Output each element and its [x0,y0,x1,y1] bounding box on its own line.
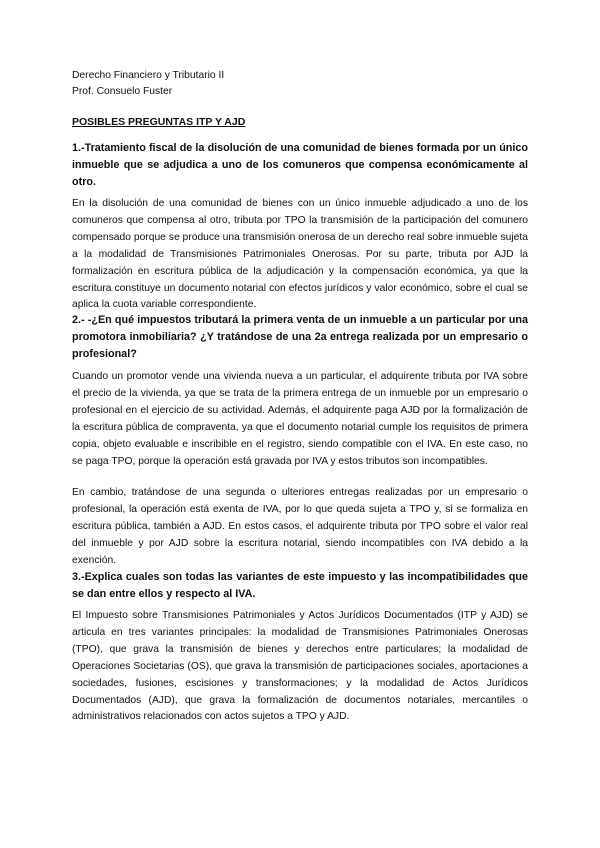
answer-2-paragraph-1: Cuando un promotor vende una vivienda nueva a un particular, el adquirente tributa por IVA sobre el precio de la vivienda, ya que se trata de la primera entrega de un inmueble por un empresario o profesional en el ejercicio de su actividad. Además, el adquirente paga AJD por la formalización de la escritura pública de compraventa, ya que el documento notarial cumple los requisitos de primera copia, objeto evaluable e inscribible en el registro, siendo compatible con el IVA. En este caso, no se paga TPO, porque la operación está gravada por IVA y estos tributos son incompatibles. [72,371,528,467]
answer-1-paragraph-1: En la disolución de una comunidad de bienes con un único inmueble adjudicado a uno de los comuneros que compensa al otro, tributa por TPO la transmisión de la participación del comunero compensado porque se produce una transmisión onerosa de un derecho real sobre inmueble sujeta a la modalidad de Transmisiones Patrimoniales Onerosas. Por su parte, tributa por AJD la formalización en escritura pública de la adjudicación y la compensación económica, ya que la escritura constituye un documento notarial con efectos jurídicos y valor económico, sobre el cual se aplica la cuota variable correspondiente. [72,198,528,311]
question-3: 3.-Explica cuales son todas las variantes de este impuesto y las incompatibilidades que se dan entre ellos y respecto al IVA. [72,571,528,600]
question-2: 2.- -¿En qué impuestos tributará la primera venta de un inmueble a un particular por una promotora inmobiliaria? ¿Y tratándose de una 2a entrega realizada por un empresario o profesional? [72,314,528,360]
document-title: POSIBLES PREGUNTAS ITP Y AJD [72,116,246,128]
question-1: 1.-Tratamiento fiscal de la disolución de una comunidad de bienes formada por un único inmueble que se adjudica a uno de los comuneros que compensa económicamente al otro. [72,142,528,188]
course-name: Derecho Financiero y Tributario II [72,70,225,81]
professor-name: Prof. Consuelo Fuster [72,86,173,97]
answer-3-paragraph-1: El Impuesto sobre Transmisiones Patrimoniales y Actos Jurídicos Documentados (ITP y AJD) se articula en tres variantes principales: la modalidad de Transmisiones Patrimoniales Onerosas (TPO), que grava la transmisión de bienes y derechos entre particulares; la modalidad de Operaciones Societarias (OS), que grava la transmisión de participaciones sociales, aportaciones a sociedades, fusiones, escisiones y transformaciones; y la modalidad de Actos Jurídicos Documentados (AJD), que grava la formalización de documentos notariales, mercantiles o administrativos relacionados con actos sujetos a TPO y AJD. [72,610,528,723]
answer-2-paragraph-2: En cambio, tratándose de una segunda o ulteriores entregas realizadas por un empresario o profesional, la operación está exenta de IVA, por lo que queda sujeta a TPO y, si se formaliza en escritura pública, también a AJD. En estos casos, el adquirente tributa por TPO sobre el valor real del inmueble y por AJD sobre la escritura notarial, siendo incompatibles con IVA debido a la exención. [72,487,528,566]
